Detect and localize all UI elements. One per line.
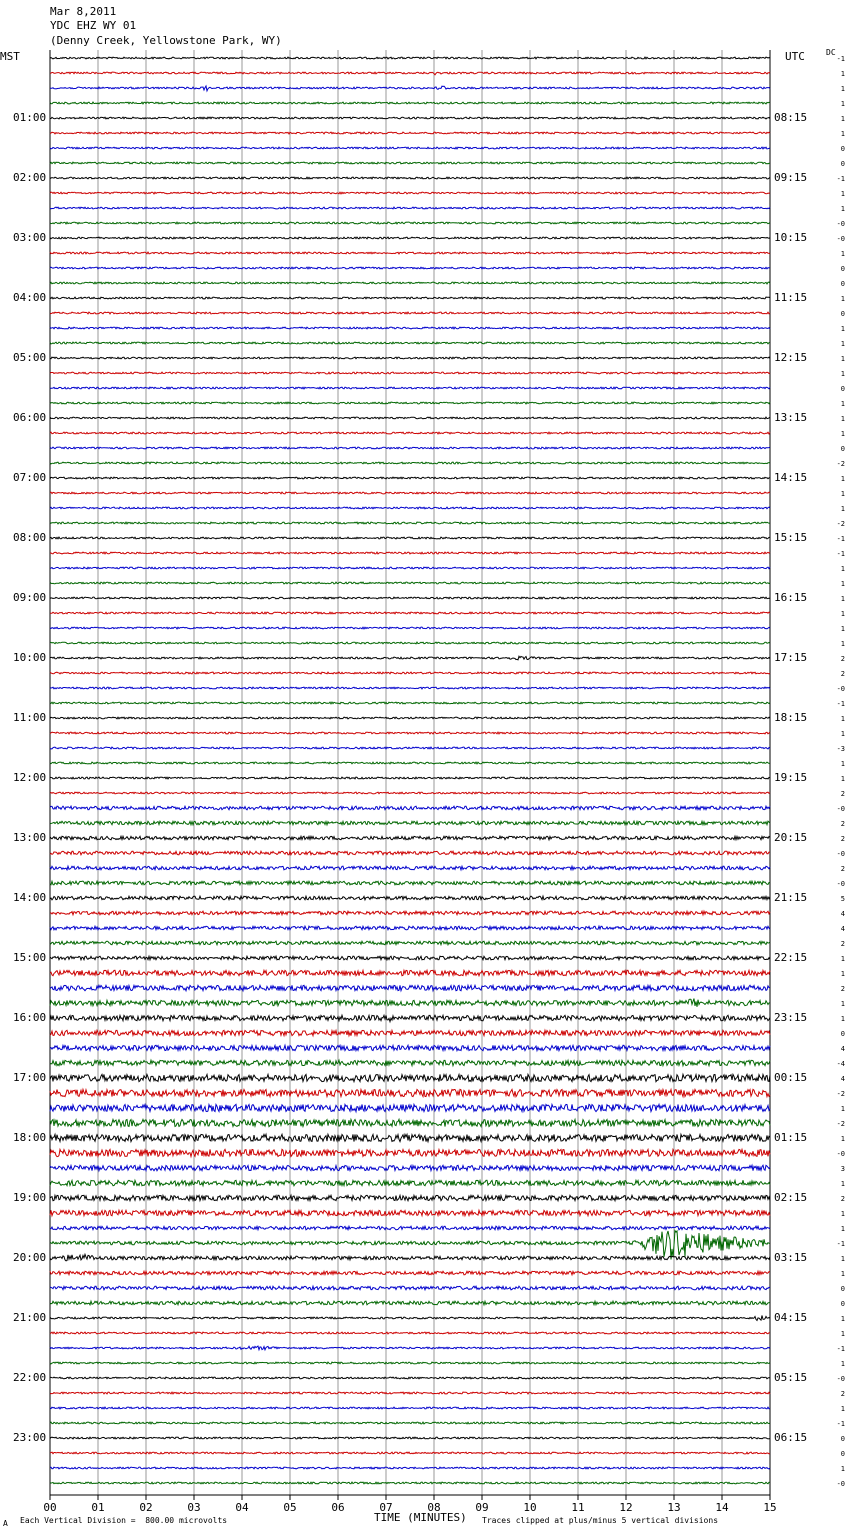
x-tick-label: 04 — [235, 1501, 249, 1514]
trace-line-17 — [50, 312, 770, 314]
mst-hour-label: 04:00 — [13, 291, 47, 304]
mst-hour-label: 17:00 — [13, 1071, 47, 1084]
chart-station: YDC EHZ WY 01 — [50, 19, 137, 32]
mst-hour-label: 02:00 — [13, 171, 47, 184]
dc-offset-label: 1 — [840, 250, 845, 258]
dc-offset-label: 0 — [840, 1030, 845, 1038]
dc-offset-label: 1 — [840, 325, 845, 333]
trace-line-78 — [50, 1226, 770, 1230]
x-tick-label: 11 — [571, 1501, 585, 1514]
mst-hour-label: 05:00 — [13, 351, 47, 364]
corner-mark: A — [3, 1519, 8, 1528]
dc-offset-label: 4 — [840, 925, 845, 933]
utc-hour-label: 14:15 — [774, 471, 808, 484]
mst-hour-label: 15:00 — [13, 951, 47, 964]
trace-line-35 — [50, 582, 770, 584]
utc-hour-label: 12:15 — [774, 351, 808, 364]
mst-hour-label: 11:00 — [13, 711, 47, 724]
trace-line-9 — [50, 192, 770, 194]
dc-offset-label: 1 — [840, 100, 845, 108]
dc-offset-label: 2 — [840, 985, 845, 993]
trace-line-69 — [50, 1089, 770, 1096]
trace-line-81 — [50, 1271, 770, 1275]
trace-line-65 — [50, 1030, 770, 1035]
trace-line-0 — [50, 57, 770, 59]
dc-offset-label: 1 — [840, 640, 845, 648]
trace-line-41 — [50, 672, 770, 674]
dc-offset-label: -1 — [836, 55, 845, 63]
x-tick-label: 12 — [619, 1501, 633, 1514]
dc-offset-label: 2 — [840, 835, 845, 843]
dc-offset-label: -1 — [836, 700, 845, 708]
dc-offset-label: 1 — [840, 625, 845, 633]
scale-note: Each Vertical Division = 800.00 microvolts — [20, 1516, 228, 1525]
utc-hour-label: 21:15 — [774, 891, 808, 904]
trace-line-60 — [50, 956, 770, 960]
dc-offset-label: 1 — [840, 1210, 845, 1218]
dc-offset-label: 0 — [840, 160, 845, 168]
x-tick-label: 01 — [91, 1501, 105, 1514]
trace-line-61 — [50, 970, 770, 975]
dc-offset-label: -1 — [836, 535, 845, 543]
trace-line-89 — [50, 1392, 770, 1394]
x-tick-label: 07 — [379, 1501, 393, 1514]
dc-offset-label: 1 — [840, 1105, 845, 1113]
dc-offset-label: 1 — [840, 115, 845, 123]
chart-date: Mar 8,2011 — [50, 5, 117, 18]
dc-offset-label: 1 — [840, 1000, 845, 1008]
trace-line-38 — [50, 627, 770, 629]
mst-hour-label: 08:00 — [13, 531, 47, 544]
trace-line-26 — [50, 447, 770, 449]
trace-line-70 — [50, 1104, 770, 1111]
trace-line-16 — [50, 297, 770, 299]
dc-offset-label: 1 — [840, 85, 845, 93]
utc-hour-label: 11:15 — [774, 291, 808, 304]
dc-offset-label: 1 — [840, 295, 845, 303]
utc-hour-label: 17:15 — [774, 651, 808, 664]
trace-line-66 — [50, 1045, 770, 1050]
dc-offset-label: 1 — [840, 760, 845, 768]
dc-offset-label: 1 — [840, 1225, 845, 1233]
dc-offset-label: 1 — [840, 190, 845, 198]
utc-hour-label: 06:15 — [774, 1431, 808, 1444]
trace-line-55 — [50, 881, 770, 885]
trace-line-85 — [50, 1332, 770, 1334]
dc-offset-label: -0 — [836, 850, 845, 858]
dc-offset-label: -1 — [836, 1420, 845, 1428]
dc-offset-label: 1 — [840, 355, 845, 363]
dc-offset-label: 1 — [840, 415, 845, 423]
trace-line-31 — [50, 522, 770, 524]
dc-offset-label: 2 — [840, 1390, 845, 1398]
utc-hour-label: 02:15 — [774, 1191, 808, 1204]
mst-hour-label: 12:00 — [13, 771, 47, 784]
dc-offset-label: -0 — [836, 1480, 845, 1488]
mst-hour-label: 09:00 — [13, 591, 47, 604]
dc-offset-label: -1 — [836, 175, 845, 183]
dc-offset-label: 2 — [840, 820, 845, 828]
dc-offset-label: 0 — [840, 280, 845, 288]
dc-offset-label: 1 — [840, 400, 845, 408]
trace-line-75 — [50, 1180, 770, 1185]
dc-offset-label: 1 — [840, 505, 845, 513]
trace-line-30 — [50, 507, 770, 509]
trace-line-28 — [50, 477, 770, 479]
trace-line-12 — [50, 237, 770, 239]
trace-line-72 — [50, 1134, 770, 1141]
dc-offset-label: 1 — [840, 490, 845, 498]
trace-line-37 — [50, 612, 770, 614]
trace-line-48 — [50, 777, 770, 779]
trace-line-32 — [50, 537, 770, 539]
trace-line-77 — [50, 1210, 770, 1215]
left-timezone-label: MST — [0, 50, 20, 63]
dc-offset-label: 1 — [840, 130, 845, 138]
trace-line-14 — [50, 267, 770, 269]
mst-hour-label: 23:00 — [13, 1431, 47, 1444]
trace-line-34 — [50, 567, 770, 569]
trace-line-40 — [50, 656, 770, 660]
trace-line-56 — [50, 896, 770, 900]
trace-line-88 — [50, 1377, 770, 1379]
trace-line-86 — [50, 1346, 770, 1350]
dc-offset-label: 3 — [840, 1165, 845, 1173]
dc-offset-label: -0 — [836, 1150, 845, 1158]
dc-offset-label: 1 — [840, 715, 845, 723]
dc-offset-label: -2 — [836, 1120, 845, 1128]
utc-hour-label: 08:15 — [774, 111, 808, 124]
trace-line-15 — [50, 282, 770, 284]
mst-hour-label: 06:00 — [13, 411, 47, 424]
x-axis-label: TIME (MINUTES) — [374, 1511, 467, 1524]
utc-hour-label: 18:15 — [774, 711, 808, 724]
dc-offset-label: 1 — [840, 1180, 845, 1188]
trace-line-91 — [50, 1422, 770, 1424]
trace-line-22 — [50, 387, 770, 389]
right-timezone-label: UTC — [785, 50, 805, 63]
mst-hour-label: 19:00 — [13, 1191, 47, 1204]
dc-offset-label: 5 — [840, 895, 845, 903]
trace-line-13 — [50, 252, 770, 254]
trace-line-5 — [50, 132, 770, 134]
dc-offset-label: 1 — [840, 1330, 845, 1338]
utc-hour-label: 19:15 — [774, 771, 808, 784]
utc-hour-label: 04:15 — [774, 1311, 808, 1324]
mst-hour-label: 20:00 — [13, 1251, 47, 1264]
trace-line-21 — [50, 372, 770, 374]
dc-offset-label: 1 — [840, 775, 845, 783]
utc-hour-label: 20:15 — [774, 831, 808, 844]
dc-offset-label: 0 — [840, 1450, 845, 1458]
dc-offset-label: -0 — [836, 880, 845, 888]
trace-line-25 — [50, 432, 770, 434]
trace-line-84 — [50, 1316, 770, 1321]
trace-line-43 — [50, 702, 770, 704]
dc-offset-label: -1 — [836, 550, 845, 558]
mst-hour-label: 10:00 — [13, 651, 47, 664]
dc-offset-label: 2 — [840, 670, 845, 678]
dc-offset-label: 4 — [840, 910, 845, 918]
trace-line-10 — [50, 207, 770, 209]
utc-hour-label: 10:15 — [774, 231, 808, 244]
dc-offset-label: 0 — [840, 1300, 845, 1308]
dc-offset-label: 0 — [840, 445, 845, 453]
trace-line-23 — [50, 402, 770, 404]
trace-line-19 — [50, 342, 770, 344]
trace-line-52 — [50, 836, 770, 840]
mst-hour-label: 14:00 — [13, 891, 47, 904]
dc-offset-label: -2 — [836, 460, 845, 468]
x-tick-label: 10 — [523, 1501, 537, 1514]
dc-offset-label: 1 — [840, 580, 845, 588]
trace-line-73 — [50, 1149, 770, 1156]
dc-offset-label: 1 — [840, 1465, 845, 1473]
dc-offset-label: 4 — [840, 1075, 845, 1083]
x-tick-label: 14 — [715, 1501, 729, 1514]
trace-line-67 — [50, 1060, 770, 1065]
trace-line-54 — [50, 866, 770, 870]
mst-hour-label: 07:00 — [13, 471, 47, 484]
x-tick-label: 06 — [331, 1501, 345, 1514]
trace-line-62 — [50, 985, 770, 990]
dc-offset-label: 1 — [840, 730, 845, 738]
mst-hour-label: 22:00 — [13, 1371, 47, 1384]
dc-offset-label: 1 — [840, 340, 845, 348]
mst-hour-label: 03:00 — [13, 231, 47, 244]
mst-hour-label: 16:00 — [13, 1011, 47, 1024]
trace-line-44 — [50, 717, 770, 719]
dc-offset-label: 1 — [840, 205, 845, 213]
trace-line-24 — [50, 417, 770, 419]
trace-line-90 — [50, 1407, 770, 1409]
dc-offset-label: -1 — [836, 1240, 845, 1248]
trace-line-74 — [50, 1165, 770, 1170]
dc-offset-label: 1 — [840, 1405, 845, 1413]
dc-offset-label: 1 — [840, 1015, 845, 1023]
trace-line-94 — [50, 1467, 770, 1469]
dc-offset-label: 1 — [840, 970, 845, 978]
dc-offset-label: 2 — [840, 865, 845, 873]
x-tick-label: 03 — [187, 1501, 201, 1514]
dc-offset-label: 0 — [840, 265, 845, 273]
trace-line-2 — [50, 86, 770, 91]
mst-hour-label: 18:00 — [13, 1131, 47, 1144]
utc-hour-label: 16:15 — [774, 591, 808, 604]
dc-offset-label: 1 — [840, 1255, 845, 1263]
dc-offset-label: 0 — [840, 1285, 845, 1293]
dc-offset-label: 1 — [840, 955, 845, 963]
dc-offset-label: 1 — [840, 430, 845, 438]
dc-offset-label: 1 — [840, 1360, 845, 1368]
dc-offset-label: 1 — [840, 1315, 845, 1323]
dc-offset-label: 1 — [840, 1135, 845, 1143]
utc-hour-label: 01:15 — [774, 1131, 808, 1144]
x-tick-label: 09 — [475, 1501, 489, 1514]
trace-line-57 — [50, 911, 770, 915]
trace-line-46 — [50, 747, 770, 749]
utc-hour-label: 03:15 — [774, 1251, 808, 1264]
trace-line-49 — [50, 792, 770, 794]
dc-offset-label: 0 — [840, 1435, 845, 1443]
dc-offset-label: 0 — [840, 310, 845, 318]
dc-offset-label: 4 — [840, 1045, 845, 1053]
trace-line-59 — [50, 941, 770, 945]
dc-offset-label: 1 — [840, 565, 845, 573]
trace-line-3 — [50, 102, 770, 104]
trace-line-36 — [50, 597, 770, 599]
trace-line-27 — [50, 462, 770, 464]
x-tick-label: 05 — [283, 1501, 297, 1514]
utc-hour-label: 00:15 — [774, 1071, 808, 1084]
dc-offset-label: 2 — [840, 1195, 845, 1203]
trace-line-64 — [50, 1015, 770, 1021]
trace-line-76 — [50, 1195, 770, 1200]
dc-offset-label: -0 — [836, 685, 845, 693]
dc-offset-label: 1 — [840, 70, 845, 78]
trace-line-83 — [50, 1301, 770, 1305]
dc-offset-label: -1 — [836, 1345, 845, 1353]
mst-hour-label: 21:00 — [13, 1311, 47, 1324]
dc-offset-label: 1 — [840, 610, 845, 618]
chart-location: (Denny Creek, Yellowstone Park, WY) — [50, 34, 282, 47]
trace-line-87 — [50, 1362, 770, 1364]
dc-label: DC — [826, 48, 836, 57]
trace-line-6 — [50, 147, 770, 149]
dc-offset-label: -3 — [836, 745, 845, 753]
trace-line-71 — [50, 1119, 770, 1126]
trace-line-18 — [50, 327, 770, 329]
utc-hour-label: 23:15 — [774, 1011, 808, 1024]
dc-offset-label: -0 — [836, 235, 845, 243]
trace-line-20 — [50, 357, 770, 359]
trace-line-82 — [50, 1286, 770, 1290]
trace-line-51 — [50, 821, 770, 825]
trace-line-45 — [50, 732, 770, 734]
x-tick-label: 00 — [43, 1501, 57, 1514]
dc-offset-label: -4 — [836, 1060, 845, 1068]
dc-offset-label: 1 — [840, 370, 845, 378]
trace-line-47 — [50, 762, 770, 764]
trace-line-79 — [50, 1231, 770, 1260]
dc-offset-label: -0 — [836, 805, 845, 813]
x-tick-label: 13 — [667, 1501, 681, 1514]
mst-hour-label: 13:00 — [13, 831, 47, 844]
trace-line-93 — [50, 1452, 770, 1454]
clip-note: Traces clipped at plus/minus 5 vertical divisions — [482, 1516, 719, 1525]
dc-offset-label: 1 — [840, 595, 845, 603]
trace-line-95 — [50, 1482, 770, 1484]
mst-hour-label: 01:00 — [13, 111, 47, 124]
trace-line-50 — [50, 806, 770, 810]
x-tick-label: 15 — [763, 1501, 777, 1514]
trace-line-8 — [50, 177, 770, 179]
trace-line-11 — [50, 222, 770, 224]
dc-offset-label: -0 — [836, 220, 845, 228]
trace-line-58 — [50, 926, 770, 930]
trace-line-7 — [50, 162, 770, 164]
dc-offset-label: 0 — [840, 145, 845, 153]
dc-offset-label: 2 — [840, 940, 845, 948]
dc-offset-label: -2 — [836, 520, 845, 528]
trace-line-39 — [50, 642, 770, 644]
trace-line-29 — [50, 492, 770, 494]
trace-line-68 — [50, 1074, 770, 1081]
dc-offset-label: -2 — [836, 1090, 845, 1098]
trace-line-80 — [50, 1254, 770, 1260]
dc-offset-label: 2 — [840, 790, 845, 798]
trace-line-4 — [50, 117, 770, 119]
trace-line-63 — [50, 999, 770, 1007]
utc-hour-label: 09:15 — [774, 171, 808, 184]
dc-offset-label: 0 — [840, 385, 845, 393]
trace-line-1 — [50, 72, 770, 75]
utc-hour-label: 15:15 — [774, 531, 808, 544]
dc-offset-label: 2 — [840, 655, 845, 663]
trace-line-92 — [50, 1437, 770, 1439]
utc-hour-label: 22:15 — [774, 951, 808, 964]
trace-line-42 — [50, 687, 770, 689]
dc-offset-label: -0 — [836, 1375, 845, 1383]
utc-hour-label: 13:15 — [774, 411, 808, 424]
trace-line-33 — [50, 552, 770, 554]
dc-offset-label: 1 — [840, 475, 845, 483]
dc-offset-label: 1 — [840, 1270, 845, 1278]
trace-line-53 — [50, 851, 770, 855]
x-tick-label: 08 — [427, 1501, 441, 1514]
utc-hour-label: 05:15 — [774, 1371, 808, 1384]
x-tick-label: 02 — [139, 1501, 153, 1514]
